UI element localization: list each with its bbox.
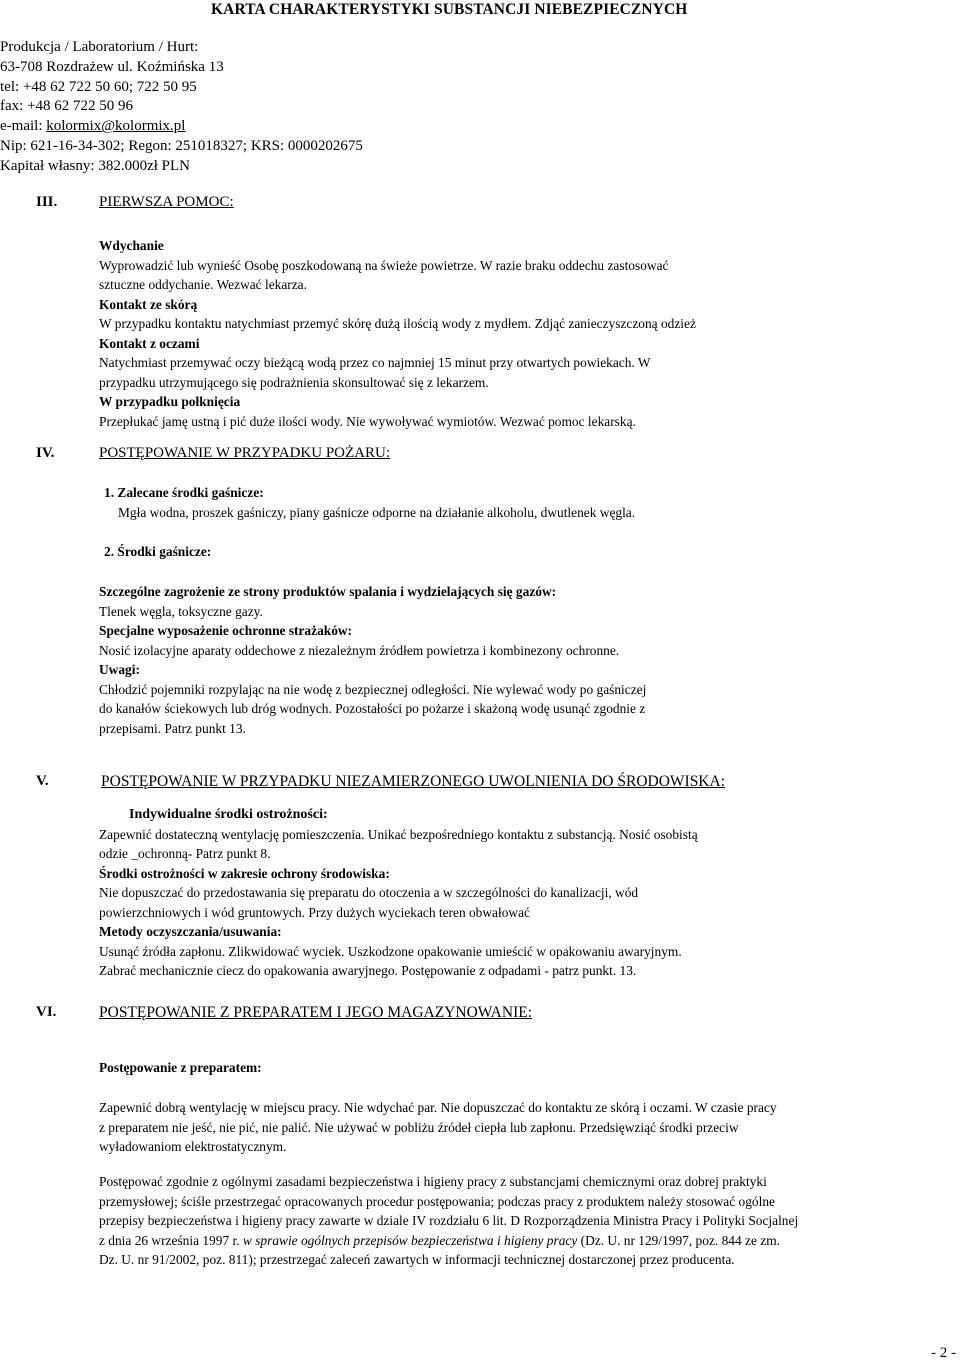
company-tax-ids: Nip: 621-16-34-302; Regon: 251018327; KRS: 0000202675 xyxy=(0,137,363,154)
regulation-title: w sprawie ogólnych przepisów bezpieczeństwa i higieny pracy xyxy=(242,1232,578,1248)
section-6-title: POSTĘPOWANIE Z PREPARATEM I JEGO MAGAZYNOWANIE: xyxy=(99,1004,533,1021)
section-6-heading-block xyxy=(99,1058,960,1078)
section-3-body xyxy=(99,236,960,431)
company-fax: fax: +48 62 722 50 96 xyxy=(0,98,134,115)
text-line: Tlenek węgla, toksyczne gazy. xyxy=(99,603,263,619)
email-label: e-mail: xyxy=(0,118,47,135)
section-4-title: POSTĘPOWANIE W PRZYPADKU POŻARU: xyxy=(99,445,391,461)
company-email-line xyxy=(0,117,480,137)
handling-heading: Postępowanie z preparatem: xyxy=(99,1060,262,1075)
document-title: KARTA CHARAKTERYSTYKI SUBSTANCJI NIEBEZPIECZNYCH xyxy=(211,1,688,18)
text-line: przepisami. Patrz punkt 13. xyxy=(99,720,246,736)
text-line: przepisy bezpieczeństwa i higieny pracy zawarte w dziale IV rozdziału 6 lit. D Rozporządzenia Ministra Pracy i Polityki Socjalnej xyxy=(99,1213,799,1228)
text-line: Natychmiast przemywać oczy bieżącą wodą przez co najmniej 15 minut przy otwartych powiekach. W xyxy=(99,355,651,370)
text-line xyxy=(99,1231,960,1251)
section-3-number: III. xyxy=(36,194,58,210)
section-3-title: PIERWSZA POMOC: xyxy=(99,194,234,210)
section-6-number: VI. xyxy=(36,1004,57,1020)
email-link[interactable]: kolormix@kolormix.pl xyxy=(46,118,186,135)
text-line: Chłodzić pojemniki rozpylając na nie wodę z bezpiecznej odległości. Nie wylewać wody po gaśniczej xyxy=(99,681,647,697)
text-line: Usunąć źródła zapłonu. Zlikwidować wyciek. Uszkodzone opakowanie umieścić w opakowaniu awaryjnym. xyxy=(99,943,682,959)
company-phone: tel: +48 62 722 50 60; 722 50 95 xyxy=(0,78,197,95)
page-number: - 2 - xyxy=(931,1345,956,1361)
text-line: Przepłukać jamę ustną i pić duże ilości wody. Nie wywoływać wymiotów. Wezwać pomoc lekarską. xyxy=(99,413,636,429)
text-span: (Dz. U. nr 129/1997, poz. 844 ze zm. xyxy=(577,1232,780,1248)
text-span: z dnia 26 września 1997 r. xyxy=(99,1232,243,1248)
section-5-body xyxy=(99,805,960,981)
first-aid-eyes-heading: Kontakt z oczami xyxy=(99,335,200,351)
text-line: powierzchniowych i wód gruntowych. Przy dużych wyciekach teren obwałować xyxy=(99,904,530,920)
text-line: Mgła wodna, proszek gaśniczy, piany gaśnicze odporne na działanie alkoholu, dwutlenek węgla. xyxy=(118,504,636,520)
section-4-item-1 xyxy=(104,483,960,522)
section-5-number: V. xyxy=(36,773,49,789)
section-4-item-2 xyxy=(104,542,960,562)
company-capital: Kapitał własny: 382.000zł PLN xyxy=(0,157,190,174)
text-line: do kanałów ściekowych lub dróg wodnych. Pozostałości po pożarze i skażoną wodę usunąć zgodnie z xyxy=(99,701,646,716)
company-line: Produkcja / Laboratorium / Hurt: xyxy=(0,39,199,55)
company-info xyxy=(0,38,480,177)
section-6-paragraph-1 xyxy=(99,1098,960,1157)
environmental-precautions-heading: Środki ostrożności w zakresie ochrony środowiska: xyxy=(99,865,390,881)
text-line: odzie _ochronną- Patrz punkt 8. xyxy=(99,846,271,861)
first-aid-skin-heading: Kontakt ze skórą xyxy=(99,296,198,312)
text-line: Wyprowadzić lub wynieść Osobę poszkodowaną na świeże powietrze. W razie braku oddechu zastosować xyxy=(99,257,669,273)
text-line: Postępować zgodnie z ogólnymi zasadami bezpieczeństwa i higieny pracy z substancjami chemicznymi oraz dobrej praktyki xyxy=(99,1174,767,1189)
section-6-paragraph-2 xyxy=(99,1172,960,1270)
text-line: z preparatem nie jeść, nie pić, nie palić. Nie używać w pobliżu źródeł ciepła lub zapłonu. Przedsięwziąć środki przeciw xyxy=(99,1119,739,1135)
text-line: Zapewnić dostateczną wentylację pomieszczenia. Unikać bezpośredniego kontaktu z substancją. Nosić osobistą xyxy=(99,826,698,842)
text-line: Zapewnić dobrą wentylację w miejscu pracy. Nie wdychać par. Nie dopuszczać do kontaktu ze skórą i oczami. W czasie pracy xyxy=(99,1100,777,1115)
combustion-hazard-heading: Szczególne zagrożenie ze strony produktów spalania i wydzielających się gazów: xyxy=(99,584,557,599)
text-line: Zabrać mechanicznie ciecz do opakowania awaryjnego. Postępowanie z odpadami - patrz punkt. 13. xyxy=(99,963,637,978)
cleanup-methods-heading: Metody oczyszczania/usuwania: xyxy=(99,924,282,939)
text-line: wyładowaniom elektrostatycznym. xyxy=(99,1139,287,1154)
text-line: Nie dopuszczać do przedostawania się preparatu do otoczenia a w szczególności do kanalizacji, wód xyxy=(99,885,639,900)
text-line: W przypadku kontaktu natychmiast przemyć skórę dużą ilością wody z mydłem. Zdjąć zanieczyszczoną odzież xyxy=(99,316,696,331)
section-4-body xyxy=(99,582,960,738)
firefighter-equipment-heading: Specjalne wyposażenie ochronne strażaków: xyxy=(99,623,353,638)
text-line: przemysłowej; ściśle przestrzegać opracowanych procedur postępowania; podczas pracy z produktem należy stosować ogólne xyxy=(99,1193,775,1209)
remarks-heading: Uwagi: xyxy=(99,662,140,677)
first-aid-inhalation-heading: Wdychanie xyxy=(99,238,164,253)
personal-precautions-heading: Indywidualne środki ostrożności: xyxy=(129,807,328,822)
company-address: 63-708 Rozdrażew ul. Koźmińska 13 xyxy=(0,58,224,75)
text-line: Dz. U. nr 91/2002, poz. 811); przestrzegać zaleceń zawartych w informacji technicznej dostarczonej przez producenta. xyxy=(99,1252,735,1267)
first-aid-swallow-heading: W przypadku połknięcia xyxy=(99,394,241,409)
section-4-number: IV. xyxy=(36,445,55,461)
extinguishing-recommended-heading: 1. Zalecane środki gaśnicze: xyxy=(104,485,264,500)
text-line: sztuczne oddychanie. Wezwać lekarza. xyxy=(99,277,307,292)
extinguishing-media-heading: 2. Środki gaśnicze: xyxy=(104,544,212,559)
section-5-title: POSTĘPOWANIE W PRZYPADKU NIEZAMIERZONEGO UWOLNIENIA DO ŚRODOWISKA: xyxy=(101,773,726,790)
text-line: Nosić izolacyjne aparaty oddechowe z niezależnym źródłem powietrza i kombinezony ochronne. xyxy=(99,642,620,658)
text-line: przypadku utrzymującego się podrażnienia skonsultować się z lekarzem. xyxy=(99,374,489,390)
